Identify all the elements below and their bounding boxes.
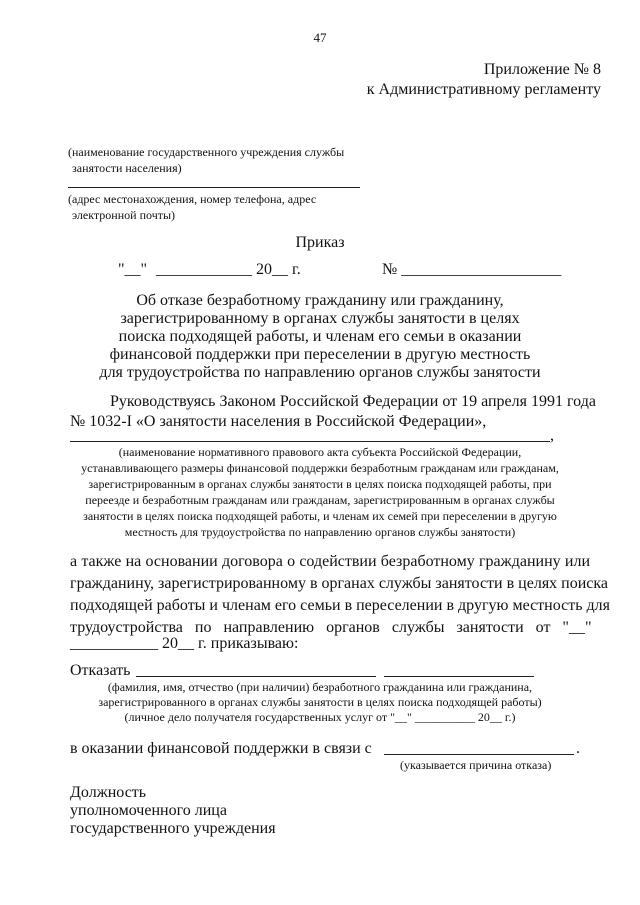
refuse-name-line	[384, 676, 534, 677]
contract-line: трудоустройства по направлению органов службы занятости от "__"	[70, 619, 592, 636]
refuse-name-line	[136, 676, 376, 677]
signature-position: государственного учреждения	[70, 820, 276, 837]
subject-line: Об отказе безработному гражданину или гражданину,	[136, 292, 504, 309]
basis-comma: ,	[550, 427, 554, 444]
order-number: № ____________________	[382, 261, 562, 278]
legal-act-caption: устанавливающего размеры финансовой поддержки безработным гражданам или гражданам,	[81, 461, 559, 475]
reason-caption: (указывается причина отказа)	[400, 758, 552, 772]
subject-line: поиска подходящей работы, и членам его семьи в оказании	[118, 328, 522, 345]
contract-line: подходящей работы и членам его семьи в переселении в другую местность для	[70, 597, 611, 614]
institution-caption-line1: (наименование государственного учреждения службы	[68, 145, 345, 159]
reason-text: в оказании финансовой поддержки в связи с	[70, 740, 372, 757]
appendix-subtitle: к Административному регламенту	[366, 81, 601, 98]
institution-caption-line2: занятости населения)	[72, 161, 182, 175]
contract-line: а также на основании договора о содействии безработному гражданину или	[70, 553, 590, 570]
legal-act-caption: занятости в целях поиска подходящей работы, и членам их семей при переселении в другую	[83, 509, 557, 523]
signature-position: уполномоченного лица	[70, 802, 227, 819]
refuse-caption: (фамилия, имя, отчество (при наличии) безработного гражданина или гражданина,	[107, 680, 533, 694]
signature-position: Должность	[70, 784, 147, 801]
legal-act-caption: зарегистрированным в органах службы занятости в целях поиска подходящей работы, при	[88, 477, 552, 491]
subject-line: зарегистрированному в органах службы занятости в целях	[120, 310, 520, 327]
appendix-title: Приложение № 8	[483, 61, 601, 78]
basis-line: Руководствуясь Законом Российской Федерации от 19 апреля 1991 года	[110, 393, 596, 410]
address-line	[68, 187, 360, 188]
order-date-day: "__"	[118, 261, 148, 278]
refuse-caption: (личное дело получателя государственных услуг от "__" __________ 20__ г.)	[124, 710, 516, 724]
legal-act-caption: (наименование нормативного правового акта субъекта Российской Федерации,	[118, 445, 522, 459]
subject-line: финансовой поддержки при переселении в другую местность	[109, 346, 531, 363]
reason-line	[384, 754, 574, 755]
contract-line: гражданину, зарегистрированному в органах службы занятости в целях поиска	[70, 575, 609, 592]
refuse-label: Отказать	[70, 662, 131, 679]
order-title: Приказ	[295, 234, 345, 251]
subject-line: для трудоустройства по направлению органов службы занятости	[99, 364, 541, 381]
reason-period: .	[576, 740, 580, 757]
legal-act-caption: местность для трудоустройства по направлению органов службы занятости)	[124, 525, 516, 539]
address-caption-line2: электронной почты)	[72, 208, 176, 222]
contract-line: ___________ 20__ г. приказываю:	[70, 635, 299, 652]
refuse-caption: зарегистрированного в органах службы занятости в целях поиска подходящей работы)	[98, 695, 542, 709]
page-number: 47	[313, 30, 327, 45]
order-date: ____________ 20__ г.	[156, 261, 301, 278]
address-caption-line1: (адрес местонахождения, номер телефона, адрес	[68, 192, 317, 206]
basis-line: № 1032-I «О занятости населения в Российской Федерации»,	[70, 413, 487, 430]
legal-act-line	[70, 441, 550, 442]
legal-act-caption: переезде и безработным гражданам или гражданам, зарегистрированным в органах службы	[85, 493, 555, 507]
